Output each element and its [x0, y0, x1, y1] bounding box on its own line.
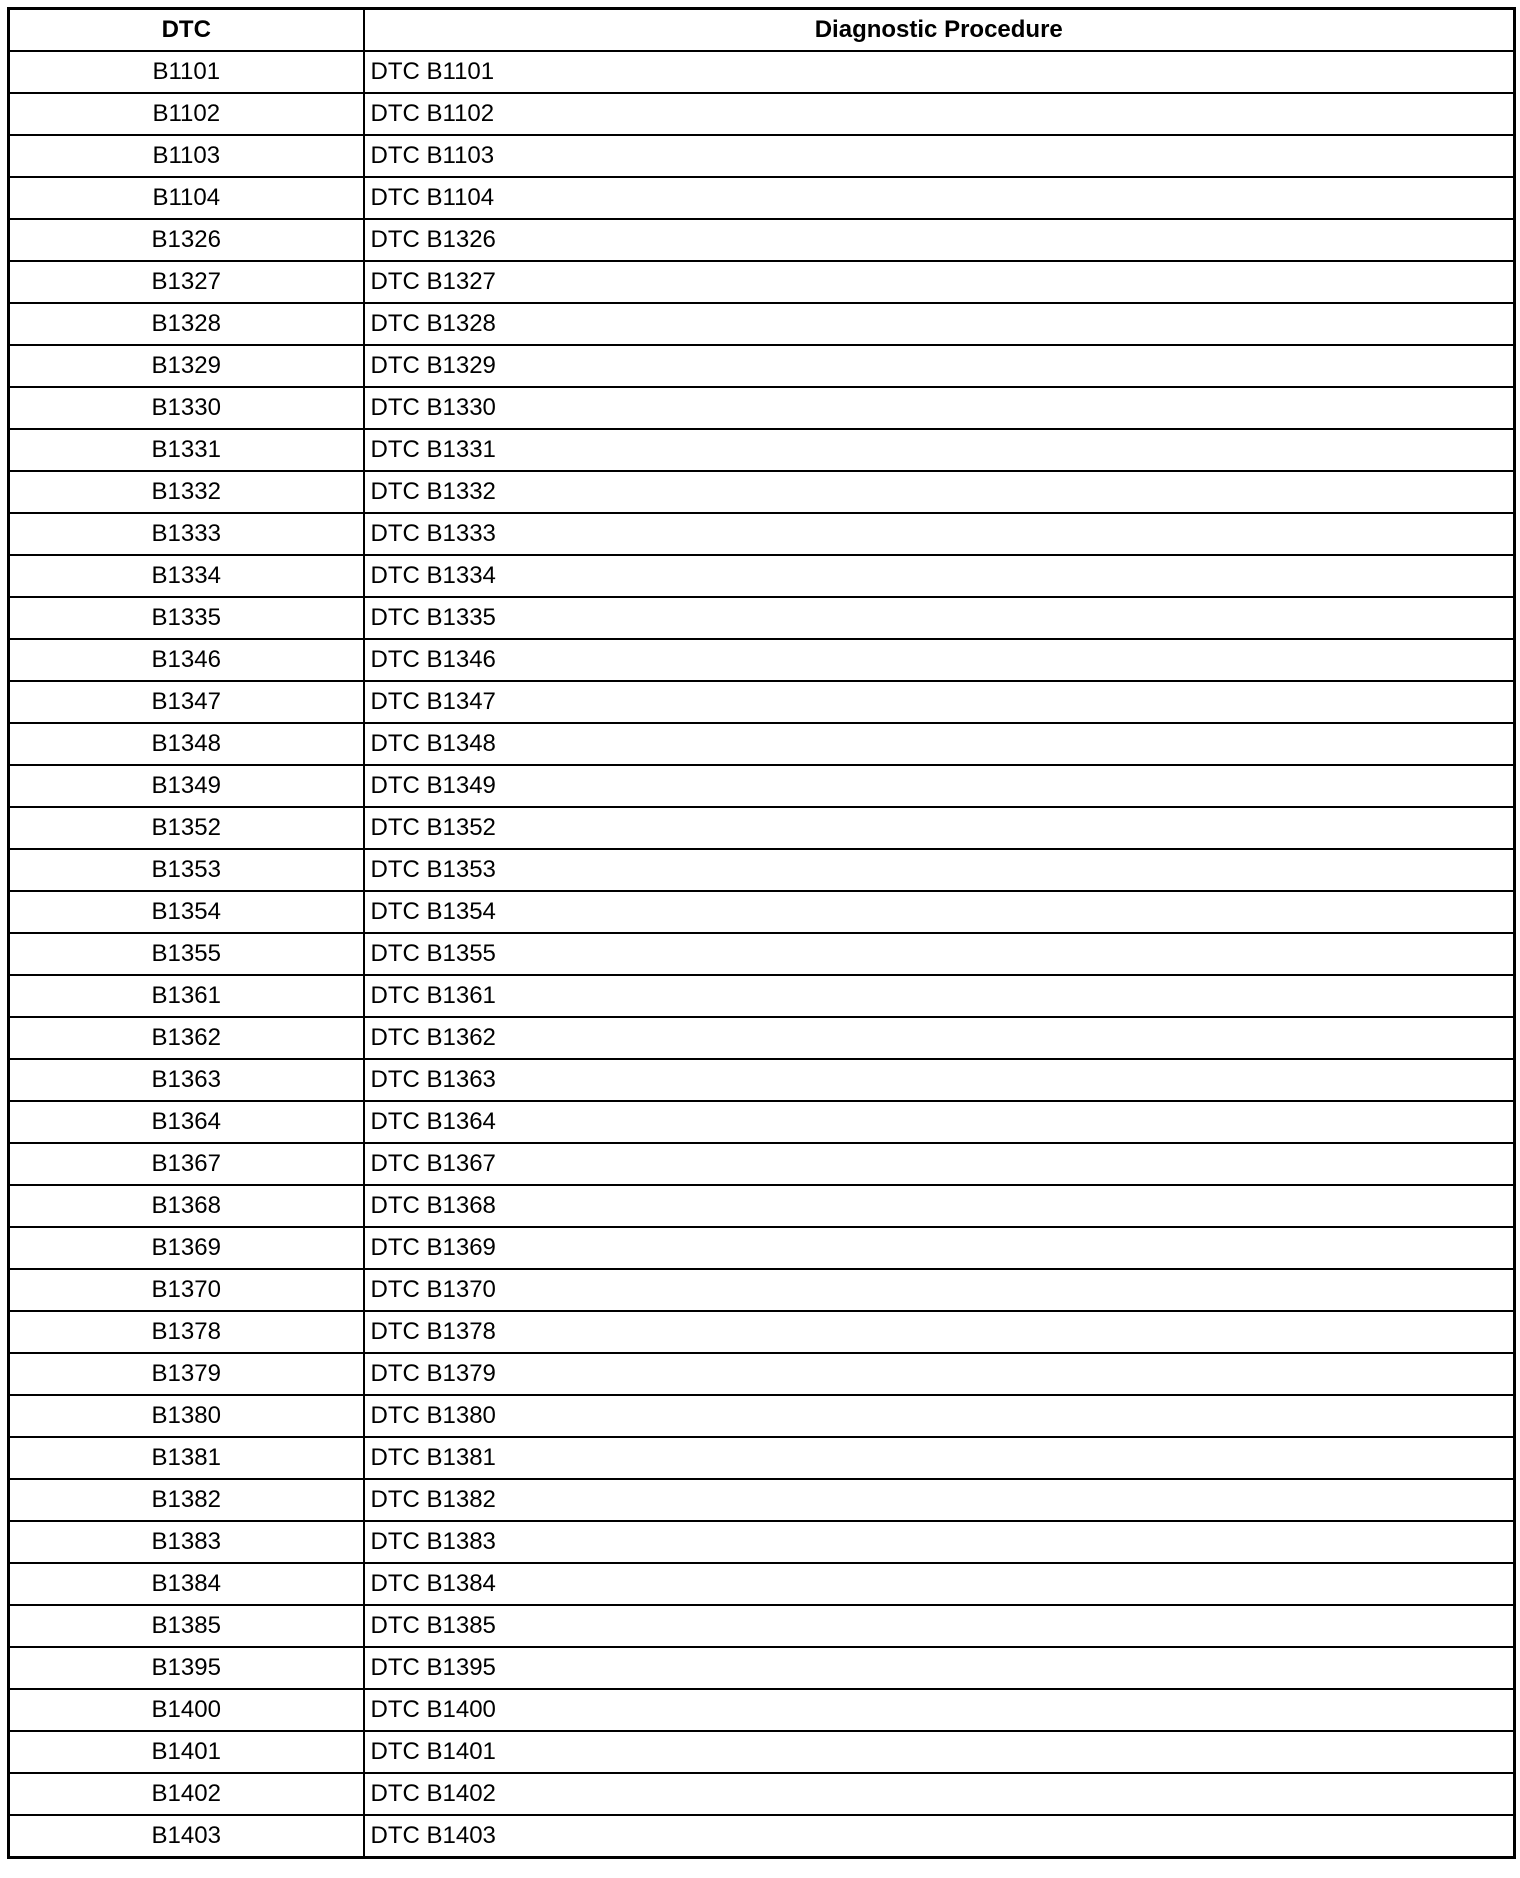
dtc-code-cell: B1384 — [9, 1563, 364, 1605]
dtc-code-cell: B1401 — [9, 1731, 364, 1773]
dtc-table — [7, 7, 1516, 1859]
diagnostic-procedure-link[interactable]: DTC B1381 — [364, 1437, 1515, 1479]
table-row — [9, 135, 1515, 177]
table-row — [9, 1311, 1515, 1353]
dtc-code-cell: B1381 — [9, 1437, 364, 1479]
diagnostic-procedure-link[interactable]: DTC B1328 — [364, 303, 1515, 345]
diagnostic-procedure-link[interactable]: DTC B1362 — [364, 1017, 1515, 1059]
diagnostic-procedure-link[interactable]: DTC B1353 — [364, 849, 1515, 891]
dtc-code-cell: B1352 — [9, 807, 364, 849]
dtc-code-cell: B1331 — [9, 429, 364, 471]
diagnostic-procedure-link[interactable]: DTC B1331 — [364, 429, 1515, 471]
dtc-code-cell: B1102 — [9, 93, 364, 135]
dtc-code-cell: B1382 — [9, 1479, 364, 1521]
diagnostic-procedure-link[interactable]: DTC B1335 — [364, 597, 1515, 639]
dtc-code-cell: B1332 — [9, 471, 364, 513]
dtc-code-cell: B1383 — [9, 1521, 364, 1563]
table-row — [9, 177, 1515, 219]
diagnostic-procedure-link[interactable]: DTC B1101 — [364, 51, 1515, 93]
dtc-code-cell: B1335 — [9, 597, 364, 639]
dtc-code-cell: B1363 — [9, 1059, 364, 1101]
diagnostic-procedure-link[interactable]: DTC B1330 — [364, 387, 1515, 429]
table-row — [9, 1101, 1515, 1143]
dtc-code-cell: B1368 — [9, 1185, 364, 1227]
dtc-code-cell: B1104 — [9, 177, 364, 219]
table-header — [9, 9, 1515, 52]
dtc-code-cell: B1380 — [9, 1395, 364, 1437]
dtc-code-cell: B1348 — [9, 723, 364, 765]
table-row — [9, 93, 1515, 135]
table-row — [9, 387, 1515, 429]
table-row — [9, 1647, 1515, 1689]
diagnostic-procedure-link[interactable]: DTC B1364 — [364, 1101, 1515, 1143]
diagnostic-procedure-link[interactable]: DTC B1368 — [364, 1185, 1515, 1227]
column-header-dtc: DTC — [9, 9, 364, 52]
diagnostic-procedure-link[interactable]: DTC B1385 — [364, 1605, 1515, 1647]
diagnostic-procedure-link[interactable]: DTC B1103 — [364, 135, 1515, 177]
diagnostic-procedure-link[interactable]: DTC B1382 — [364, 1479, 1515, 1521]
dtc-code-cell: B1385 — [9, 1605, 364, 1647]
dtc-code-cell: B1370 — [9, 1269, 364, 1311]
diagnostic-procedure-link[interactable]: DTC B1349 — [364, 765, 1515, 807]
diagnostic-procedure-link[interactable]: DTC B1355 — [364, 933, 1515, 975]
diagnostic-procedure-link[interactable]: DTC B1400 — [364, 1689, 1515, 1731]
dtc-code-cell: B1326 — [9, 219, 364, 261]
table-row — [9, 555, 1515, 597]
dtc-code-cell: B1349 — [9, 765, 364, 807]
dtc-code-cell: B1347 — [9, 681, 364, 723]
diagnostic-procedure-link[interactable]: DTC B1332 — [364, 471, 1515, 513]
header-row — [9, 9, 1515, 52]
diagnostic-procedure-link[interactable]: DTC B1348 — [364, 723, 1515, 765]
diagnostic-procedure-link[interactable]: DTC B1384 — [364, 1563, 1515, 1605]
dtc-code-cell: B1362 — [9, 1017, 364, 1059]
table-row — [9, 1437, 1515, 1479]
table-row — [9, 1521, 1515, 1563]
table-row — [9, 345, 1515, 387]
diagnostic-procedure-link[interactable]: DTC B1367 — [364, 1143, 1515, 1185]
dtc-code-cell: B1378 — [9, 1311, 364, 1353]
diagnostic-procedure-link[interactable]: DTC B1369 — [364, 1227, 1515, 1269]
table-row — [9, 1185, 1515, 1227]
table-row — [9, 681, 1515, 723]
table-row — [9, 1689, 1515, 1731]
table-row — [9, 51, 1515, 93]
diagnostic-procedure-link[interactable]: DTC B1354 — [364, 891, 1515, 933]
diagnostic-procedure-link[interactable]: DTC B1352 — [364, 807, 1515, 849]
table-row — [9, 1563, 1515, 1605]
diagnostic-procedure-link[interactable]: DTC B1334 — [364, 555, 1515, 597]
diagnostic-procedure-link[interactable]: DTC B1378 — [364, 1311, 1515, 1353]
dtc-code-cell: B1403 — [9, 1815, 364, 1858]
table-row — [9, 1479, 1515, 1521]
dtc-code-cell: B1353 — [9, 849, 364, 891]
diagnostic-procedure-link[interactable]: DTC B1346 — [364, 639, 1515, 681]
table-row — [9, 1059, 1515, 1101]
table-row — [9, 513, 1515, 555]
dtc-code-cell: B1395 — [9, 1647, 364, 1689]
table-row — [9, 1353, 1515, 1395]
diagnostic-procedure-link[interactable]: DTC B1333 — [364, 513, 1515, 555]
dtc-code-cell: B1367 — [9, 1143, 364, 1185]
table-row — [9, 933, 1515, 975]
diagnostic-procedure-link[interactable]: DTC B1347 — [364, 681, 1515, 723]
dtc-code-cell: B1354 — [9, 891, 364, 933]
dtc-code-cell: B1101 — [9, 51, 364, 93]
dtc-code-cell: B1103 — [9, 135, 364, 177]
dtc-code-cell: B1369 — [9, 1227, 364, 1269]
diagnostic-procedure-link[interactable]: DTC B1363 — [364, 1059, 1515, 1101]
diagnostic-procedure-link[interactable]: DTC B1403 — [364, 1815, 1515, 1858]
table-row — [9, 807, 1515, 849]
dtc-code-cell: B1364 — [9, 1101, 364, 1143]
diagnostic-procedure-link[interactable]: DTC B1380 — [364, 1395, 1515, 1437]
table-row — [9, 303, 1515, 345]
dtc-code-cell: B1329 — [9, 345, 364, 387]
table-row — [9, 1815, 1515, 1858]
table-row — [9, 1605, 1515, 1647]
diagnostic-procedure-link[interactable]: DTC B1329 — [364, 345, 1515, 387]
diagnostic-procedure-link[interactable]: DTC B1379 — [364, 1353, 1515, 1395]
column-header-diagnostic-procedure: Diagnostic Procedure — [364, 9, 1515, 52]
table-row — [9, 597, 1515, 639]
diagnostic-procedure-link[interactable]: DTC B1401 — [364, 1731, 1515, 1773]
dtc-code-cell: B1355 — [9, 933, 364, 975]
diagnostic-procedure-link[interactable]: DTC B1326 — [364, 219, 1515, 261]
table-row — [9, 471, 1515, 513]
dtc-code-cell: B1346 — [9, 639, 364, 681]
table-row — [9, 849, 1515, 891]
diagnostic-procedure-link[interactable]: DTC B1104 — [364, 177, 1515, 219]
dtc-code-cell: B1402 — [9, 1773, 364, 1815]
table-row — [9, 1395, 1515, 1437]
table-row — [9, 1773, 1515, 1815]
table-row — [9, 1143, 1515, 1185]
diagnostic-procedure-link[interactable]: DTC B1402 — [364, 1773, 1515, 1815]
table-row — [9, 723, 1515, 765]
dtc-code-cell: B1327 — [9, 261, 364, 303]
diagnostic-procedure-link[interactable]: DTC B1383 — [364, 1521, 1515, 1563]
table-row — [9, 765, 1515, 807]
table-row — [9, 639, 1515, 681]
table-row — [9, 261, 1515, 303]
dtc-code-cell: B1330 — [9, 387, 364, 429]
table-body — [9, 51, 1515, 1858]
diagnostic-procedure-link[interactable]: DTC B1327 — [364, 261, 1515, 303]
dtc-code-cell: B1361 — [9, 975, 364, 1017]
dtc-code-cell: B1334 — [9, 555, 364, 597]
table-row — [9, 1227, 1515, 1269]
table-row — [9, 1017, 1515, 1059]
dtc-code-cell: B1333 — [9, 513, 364, 555]
diagnostic-procedure-link[interactable]: DTC B1395 — [364, 1647, 1515, 1689]
table-row — [9, 975, 1515, 1017]
table-row — [9, 1269, 1515, 1311]
table-row — [9, 429, 1515, 471]
diagnostic-procedure-link[interactable]: DTC B1361 — [364, 975, 1515, 1017]
table-row — [9, 219, 1515, 261]
dtc-code-cell: B1400 — [9, 1689, 364, 1731]
diagnostic-procedure-link[interactable]: DTC B1370 — [364, 1269, 1515, 1311]
dtc-code-cell: B1379 — [9, 1353, 364, 1395]
dtc-code-cell: B1328 — [9, 303, 364, 345]
table-row — [9, 1731, 1515, 1773]
table-row — [9, 891, 1515, 933]
diagnostic-procedure-link[interactable]: DTC B1102 — [364, 93, 1515, 135]
